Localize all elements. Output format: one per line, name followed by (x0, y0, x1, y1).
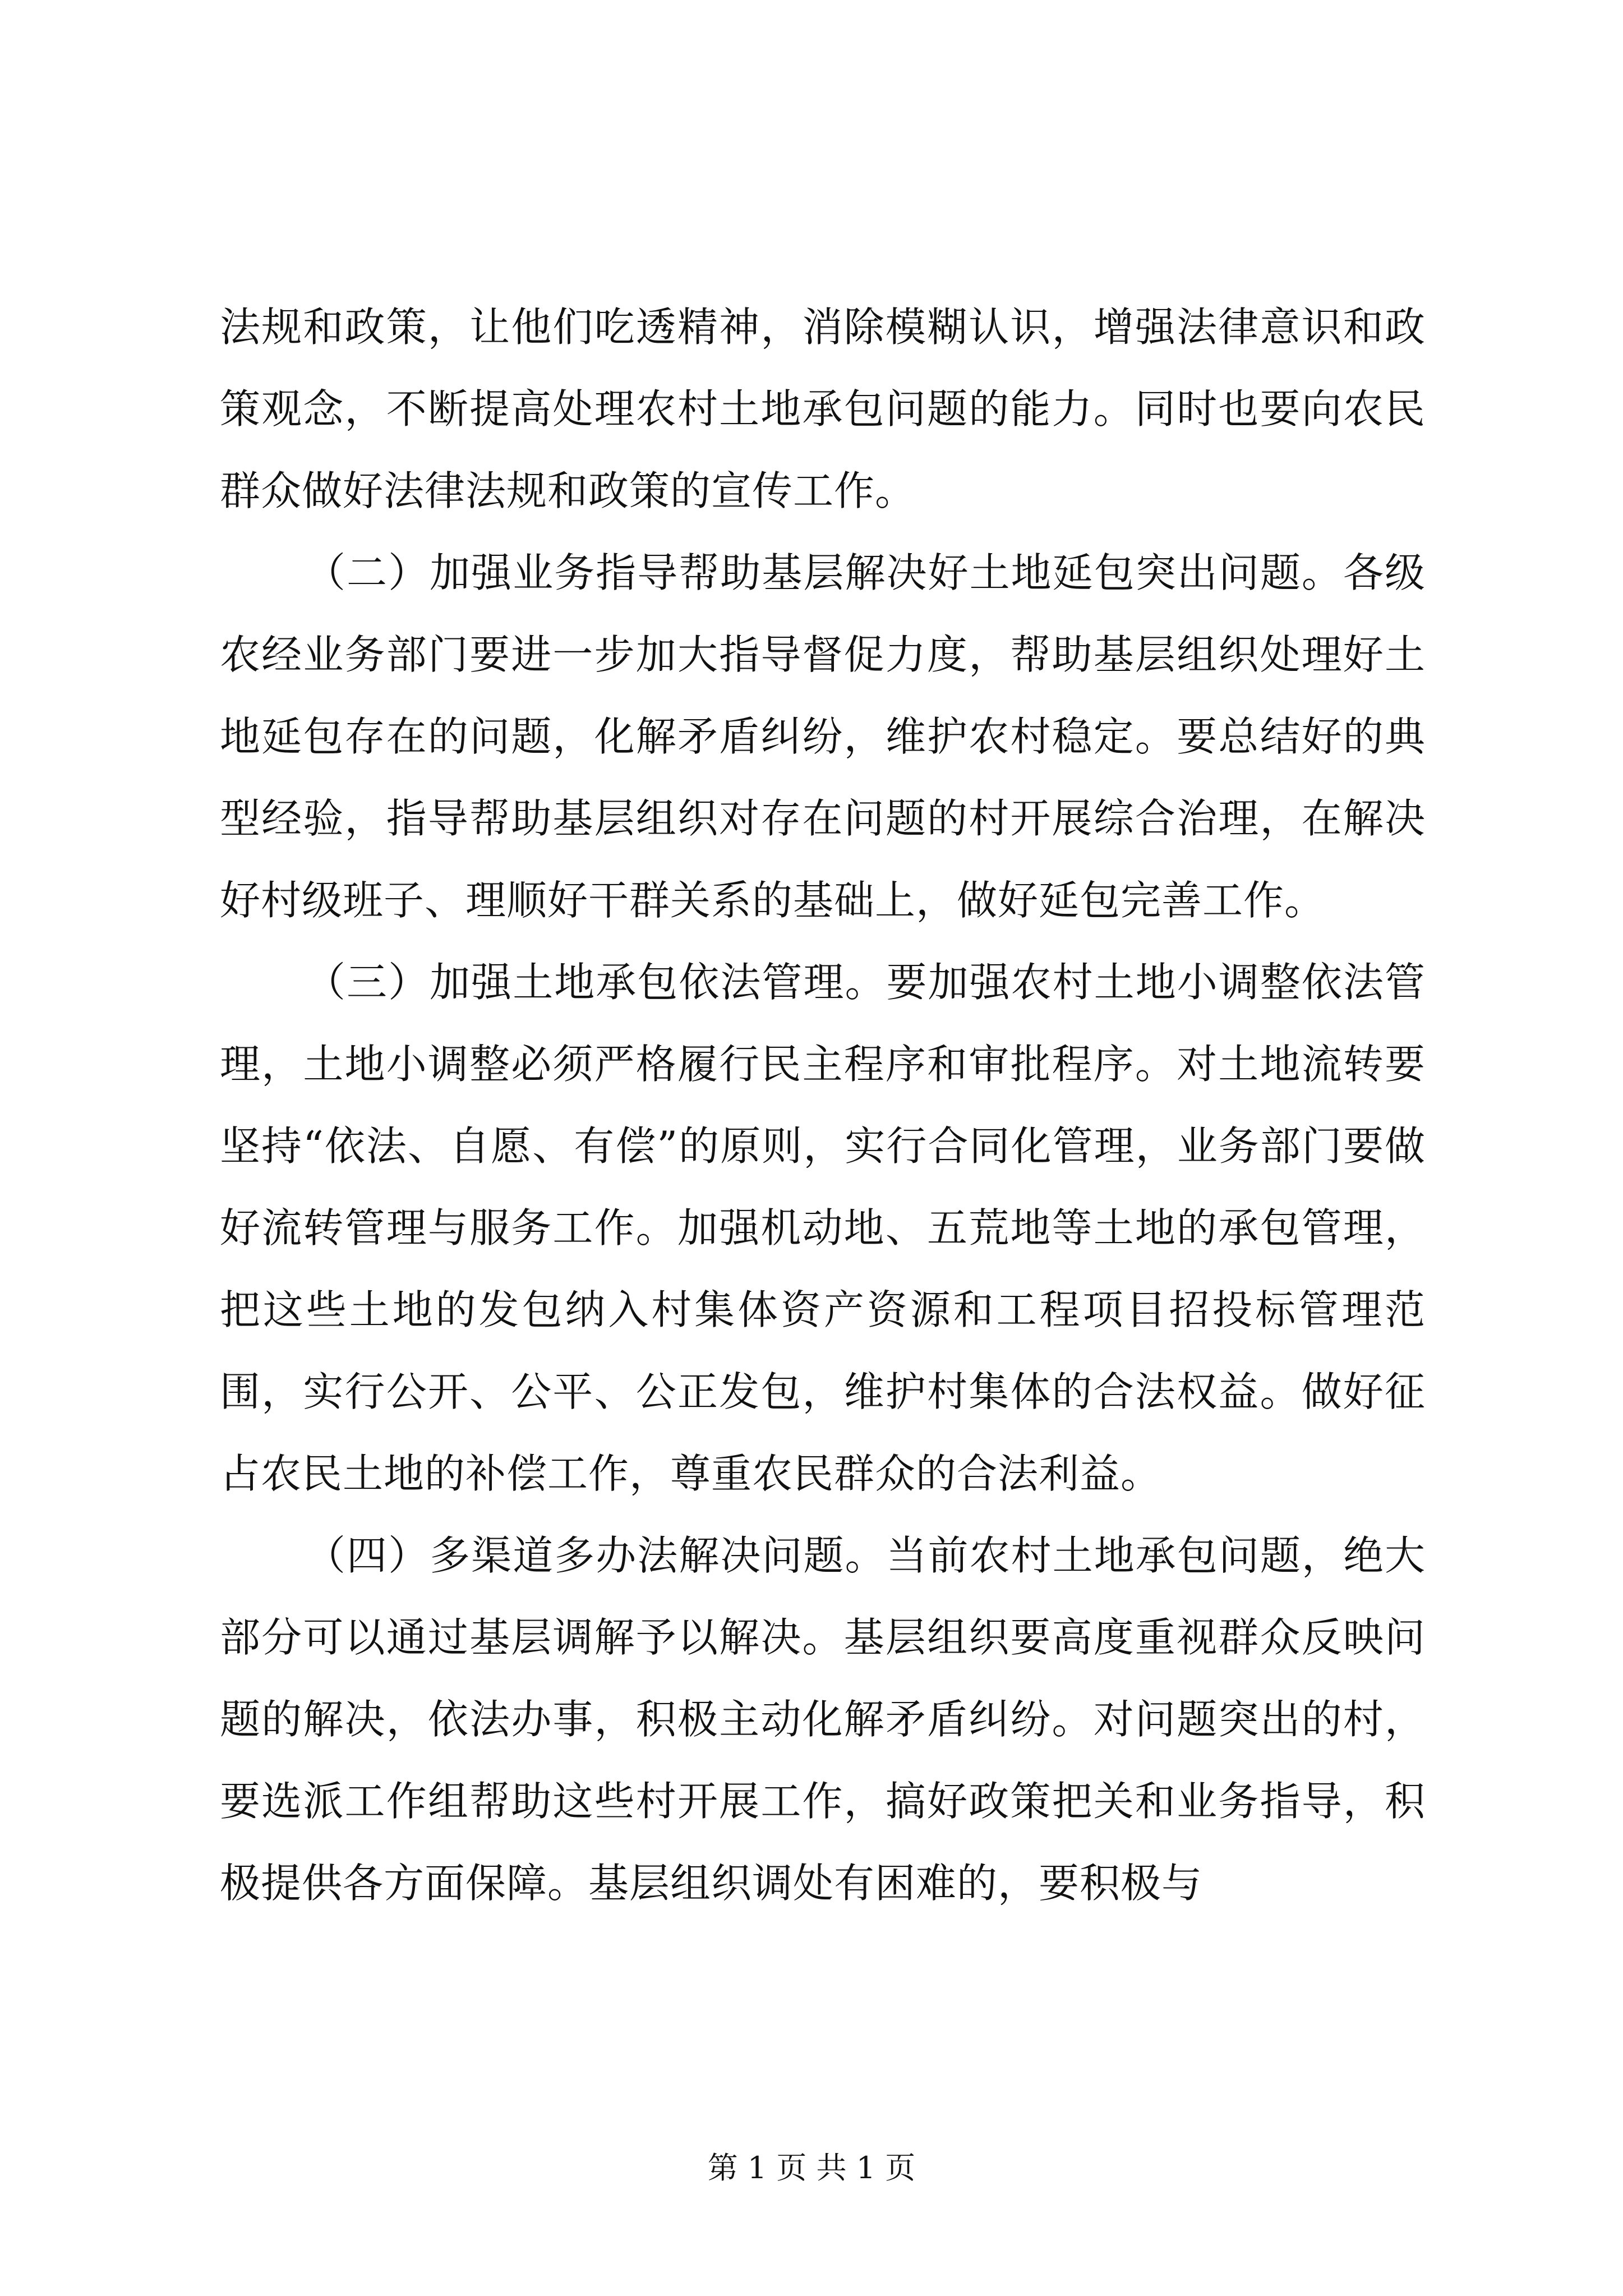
page-footer: 第 1 页 共 1 页 (707, 2150, 916, 2185)
document-body (220, 286, 1426, 1924)
paragraph-3: （三）加强土地承包依法管理。要加强农村土地小调整依法管理，土地小调整必须严格履行民主程序和审批程序。对土地流转要坚持“依法、自愿、有偿”的原则，实行合同化管理，业务部门要做好流转管理与服务工作。加强机动地、五荒地等土地的承包管理，把这些土地的发包纳入村集体资产资源和工程项目招投标管理范围，实行公开、公平、公正发包，维护村集体的合法权益。做好征占农民土地的补偿工作，尊重农民群众的合法利益。 (220, 959, 1426, 1497)
paragraph-4: （四）多渠道多办法解决问题。当前农村土地承包问题，绝大部分可以通过基层调解予以解决。基层组织要高度重视群众反映问题的解决，依法办事，积极主动化解矛盾纠纷。对问题突出的村，要选派工作组帮助这些村开展工作，搞好政策把关和业务指导，积极提供各方面保障。基层组织调处有困难的，要积极与 (220, 1532, 1426, 1907)
paragraph-1: 法规和政策，让他们吃透精神，消除模糊认识，增强法律意识和政策观念，不断提高处理农村土地承包问题的能力。同时也要向农民群众做好法律法规和政策的宣传工作。 (220, 303, 1426, 514)
paragraph-2: （二）加强业务指导帮助基层解决好土地延包突出问题。各级农经业务部门要进一步加大指导督促力度，帮助基层组织处理好土地延包存在的问题，化解矛盾纠纷，维护农村稳定。要总结好的典型经验，指导帮助基层组织对存在问题的村开展综合治理，在解决好村级班子、理顺好干群关系的基础上，做好延包完善工作。 (220, 549, 1426, 924)
